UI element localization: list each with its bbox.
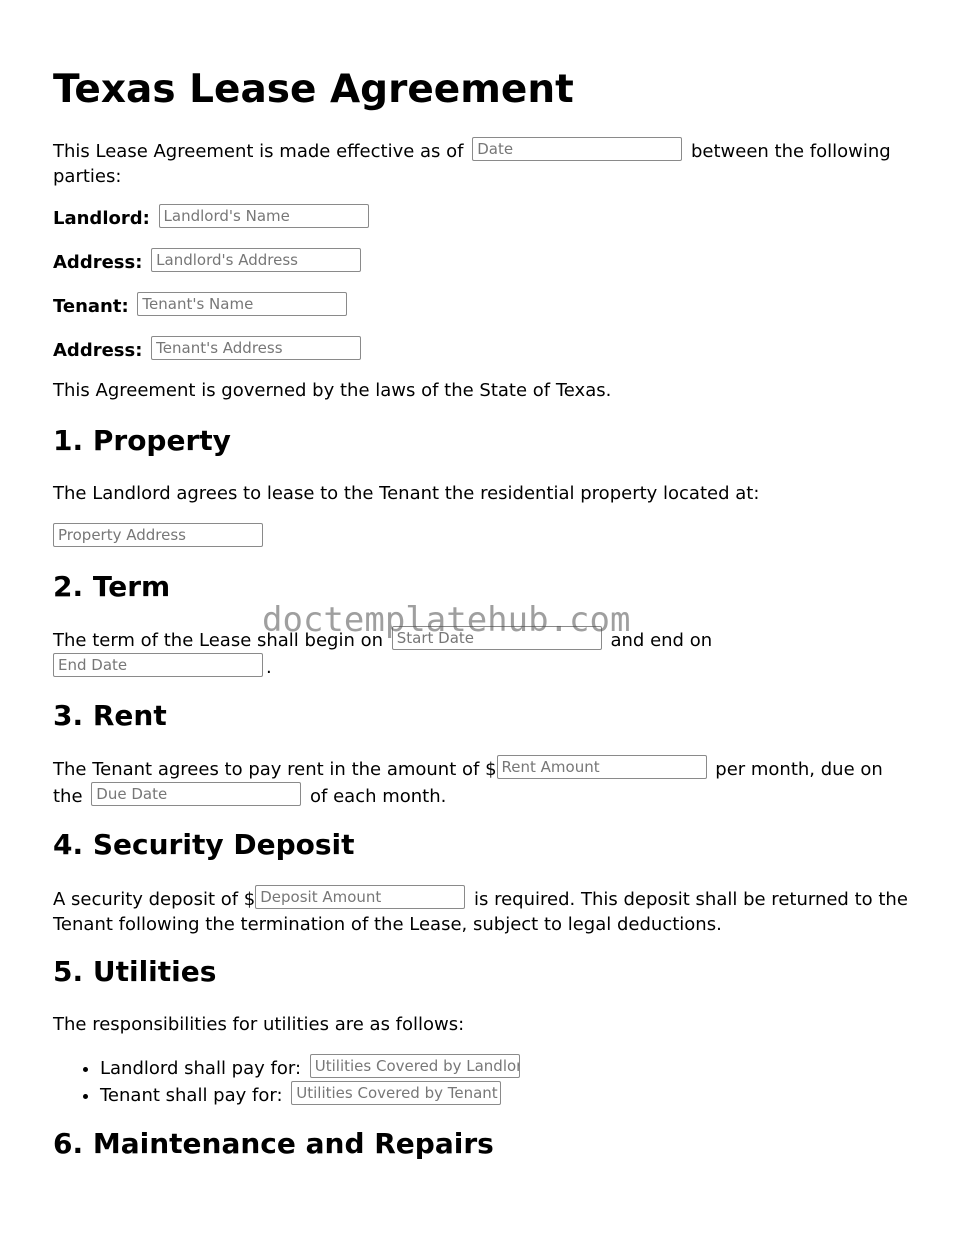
rent-amount-input[interactable] [497,755,707,779]
list-item [100,1081,523,1108]
landlord-address-label: Address: [53,252,143,273]
tenant-address-input[interactable] [151,336,361,360]
section-rent-heading: 3. Rent [53,699,167,732]
intro-paragraph [53,137,913,189]
section-maintenance-heading: 6. Maintenance and Repairs [53,1127,494,1160]
governing-law-text: This Agreement is governed by the laws of the State of Texas. [53,380,612,401]
rent-paragraph [53,755,913,809]
utilities-text: The responsibilities for utilities are as follows: [53,1014,465,1035]
rent-text-before: The Tenant agrees to pay rent in the amount of $ [53,759,497,780]
tenant-address-row [53,336,364,363]
section-term-heading: 2. Term [53,570,171,603]
property-address-row [53,523,266,550]
utilities-tenant-label: Tenant shall pay for: [100,1085,283,1106]
section-utilities-heading: 5. Utilities [53,955,217,988]
landlord-utilities-input[interactable] [310,1054,520,1078]
start-date-input[interactable] [392,626,602,650]
rent-text-middle: per month, due on the [53,759,883,807]
deposit-amount-input[interactable] [255,885,465,909]
section-property-heading: 1. Property [53,424,231,457]
end-date-input[interactable] [53,653,263,677]
term-text-before: The term of the Lease shall begin on [53,630,384,651]
landlord-address-input[interactable] [151,248,361,272]
effective-date-input[interactable] [472,137,682,161]
tenant-row [53,292,350,319]
tenant-label: Tenant: [53,296,129,317]
tenant-name-input[interactable] [137,292,347,316]
page-title: Texas Lease Agreement [53,67,574,112]
intro-text-before: This Lease Agreement is made effective as of [53,141,464,162]
deposit-paragraph [53,885,913,937]
property-text: The Landlord agrees to lease to the Tenant the residential property located at: [53,483,760,504]
rent-text-after: of each month. [310,786,447,807]
tenant-address-label: Address: [53,340,143,361]
utilities-landlord-label: Landlord shall pay for: [100,1058,302,1079]
term-text-after: . [266,657,272,678]
term-paragraph [53,626,913,680]
property-address-input[interactable] [53,523,263,547]
landlord-name-input[interactable] [159,204,369,228]
watermark: doctemplatehub.com [262,600,631,640]
deposit-text-before: A security deposit of $ [53,889,256,910]
utilities-list [53,1054,523,1108]
term-text-middle: and end on [610,630,713,651]
intro-text-after: between the following parties: [53,141,891,187]
due-date-input[interactable] [91,782,301,806]
section-deposit-heading: 4. Security Deposit [53,828,355,861]
landlord-row [53,204,372,231]
landlord-label: Landlord: [53,208,150,229]
landlord-address-row [53,248,364,275]
list-item [100,1054,523,1081]
tenant-utilities-input[interactable] [291,1081,501,1105]
deposit-text-after: is required. This deposit shall be returned to the Tenant following the termination of the Lease, subject to legal deductions. [53,889,908,935]
